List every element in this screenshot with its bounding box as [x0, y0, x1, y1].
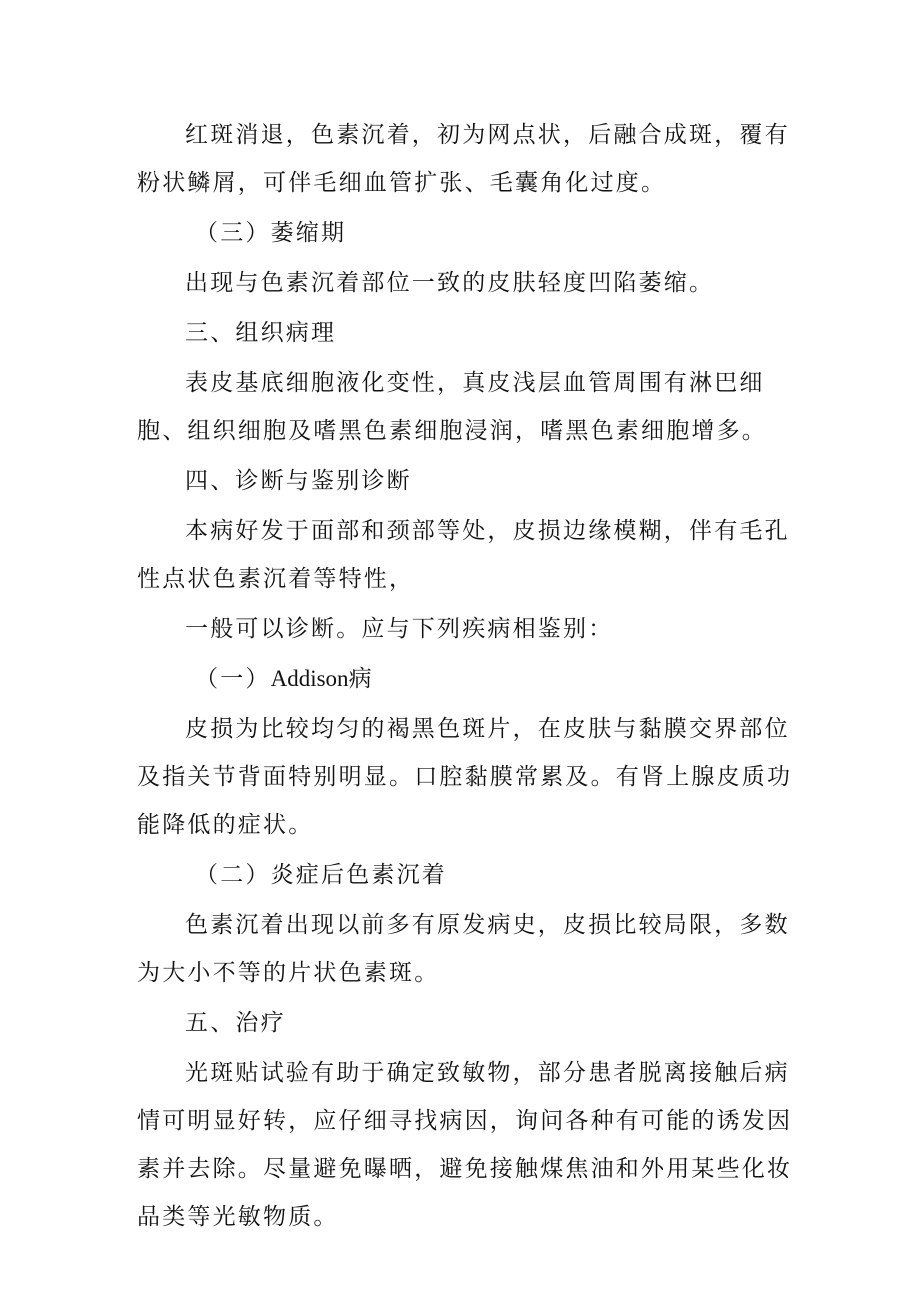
subheading-addison-name: Addison: [270, 666, 349, 691]
subheading-addison-suffix: 病: [348, 666, 374, 692]
paragraph-differential-intro: 一般可以诊断。应与下列疾病相鉴别：: [185, 616, 614, 642]
document-body: [137, 111, 797, 1243]
section-title-histopathology: 三、组织病理: [185, 320, 337, 346]
subheading-addison-prefix: （一）: [195, 666, 271, 692]
paragraph-histopathology: 表皮基底细胞液化变性，真皮浅层血管周围有淋巴细胞、组织细胞及嗜黑色素细胞浸润，嗜黑色素细胞增多。: [137, 370, 767, 444]
paragraph-diagnosis-features: 本病好发于面部和颈部等处，皮损边缘模糊，伴有毛孔性点状色素沉着等特性，: [137, 518, 790, 592]
paragraph-treatment: 光斑贴试验有助于确定致敏物，部分患者脱离接触后病情可明显好转，应仔细寻找病因，询问各种有可能的诱发因素并去除。尽量避免曝晒，避免接触煤焦油和外用某些化妆品类等光敏物质。: [137, 1060, 793, 1230]
section-title-treatment: 五、治疗: [185, 1010, 286, 1036]
paragraph-postinflammatory: 色素沉着出现以前多有原发病史，皮损比较局限，多数为大小不等的片状色素斑。: [137, 912, 790, 986]
paragraph-atrophy: 出现与色素沉着部位一致的皮肤轻度凹陷萎缩。: [185, 270, 715, 296]
subheading-postinflammatory: （二）炎症后色素沉着: [195, 862, 447, 888]
paragraph-addison: 皮损为比较均匀的褐黑色斑片，在皮肤与黏膜交界部位及指关节背面特别明显。口腔黏膜常累及。有肾上腺皮质功能降低的症状。: [137, 716, 793, 838]
section-title-diagnosis: 四、诊断与鉴别诊断: [185, 468, 412, 494]
subheading-addison: [137, 655, 797, 703]
subheading-atrophy-stage: （三）萎缩期: [195, 220, 347, 246]
paragraph-erythema-pigmentation: 红斑消退，色素沉着，初为网点状，后融合成斑，覆有粉状鳞屑，可伴毛细血管扩张、毛囊角化过度。: [137, 122, 790, 196]
